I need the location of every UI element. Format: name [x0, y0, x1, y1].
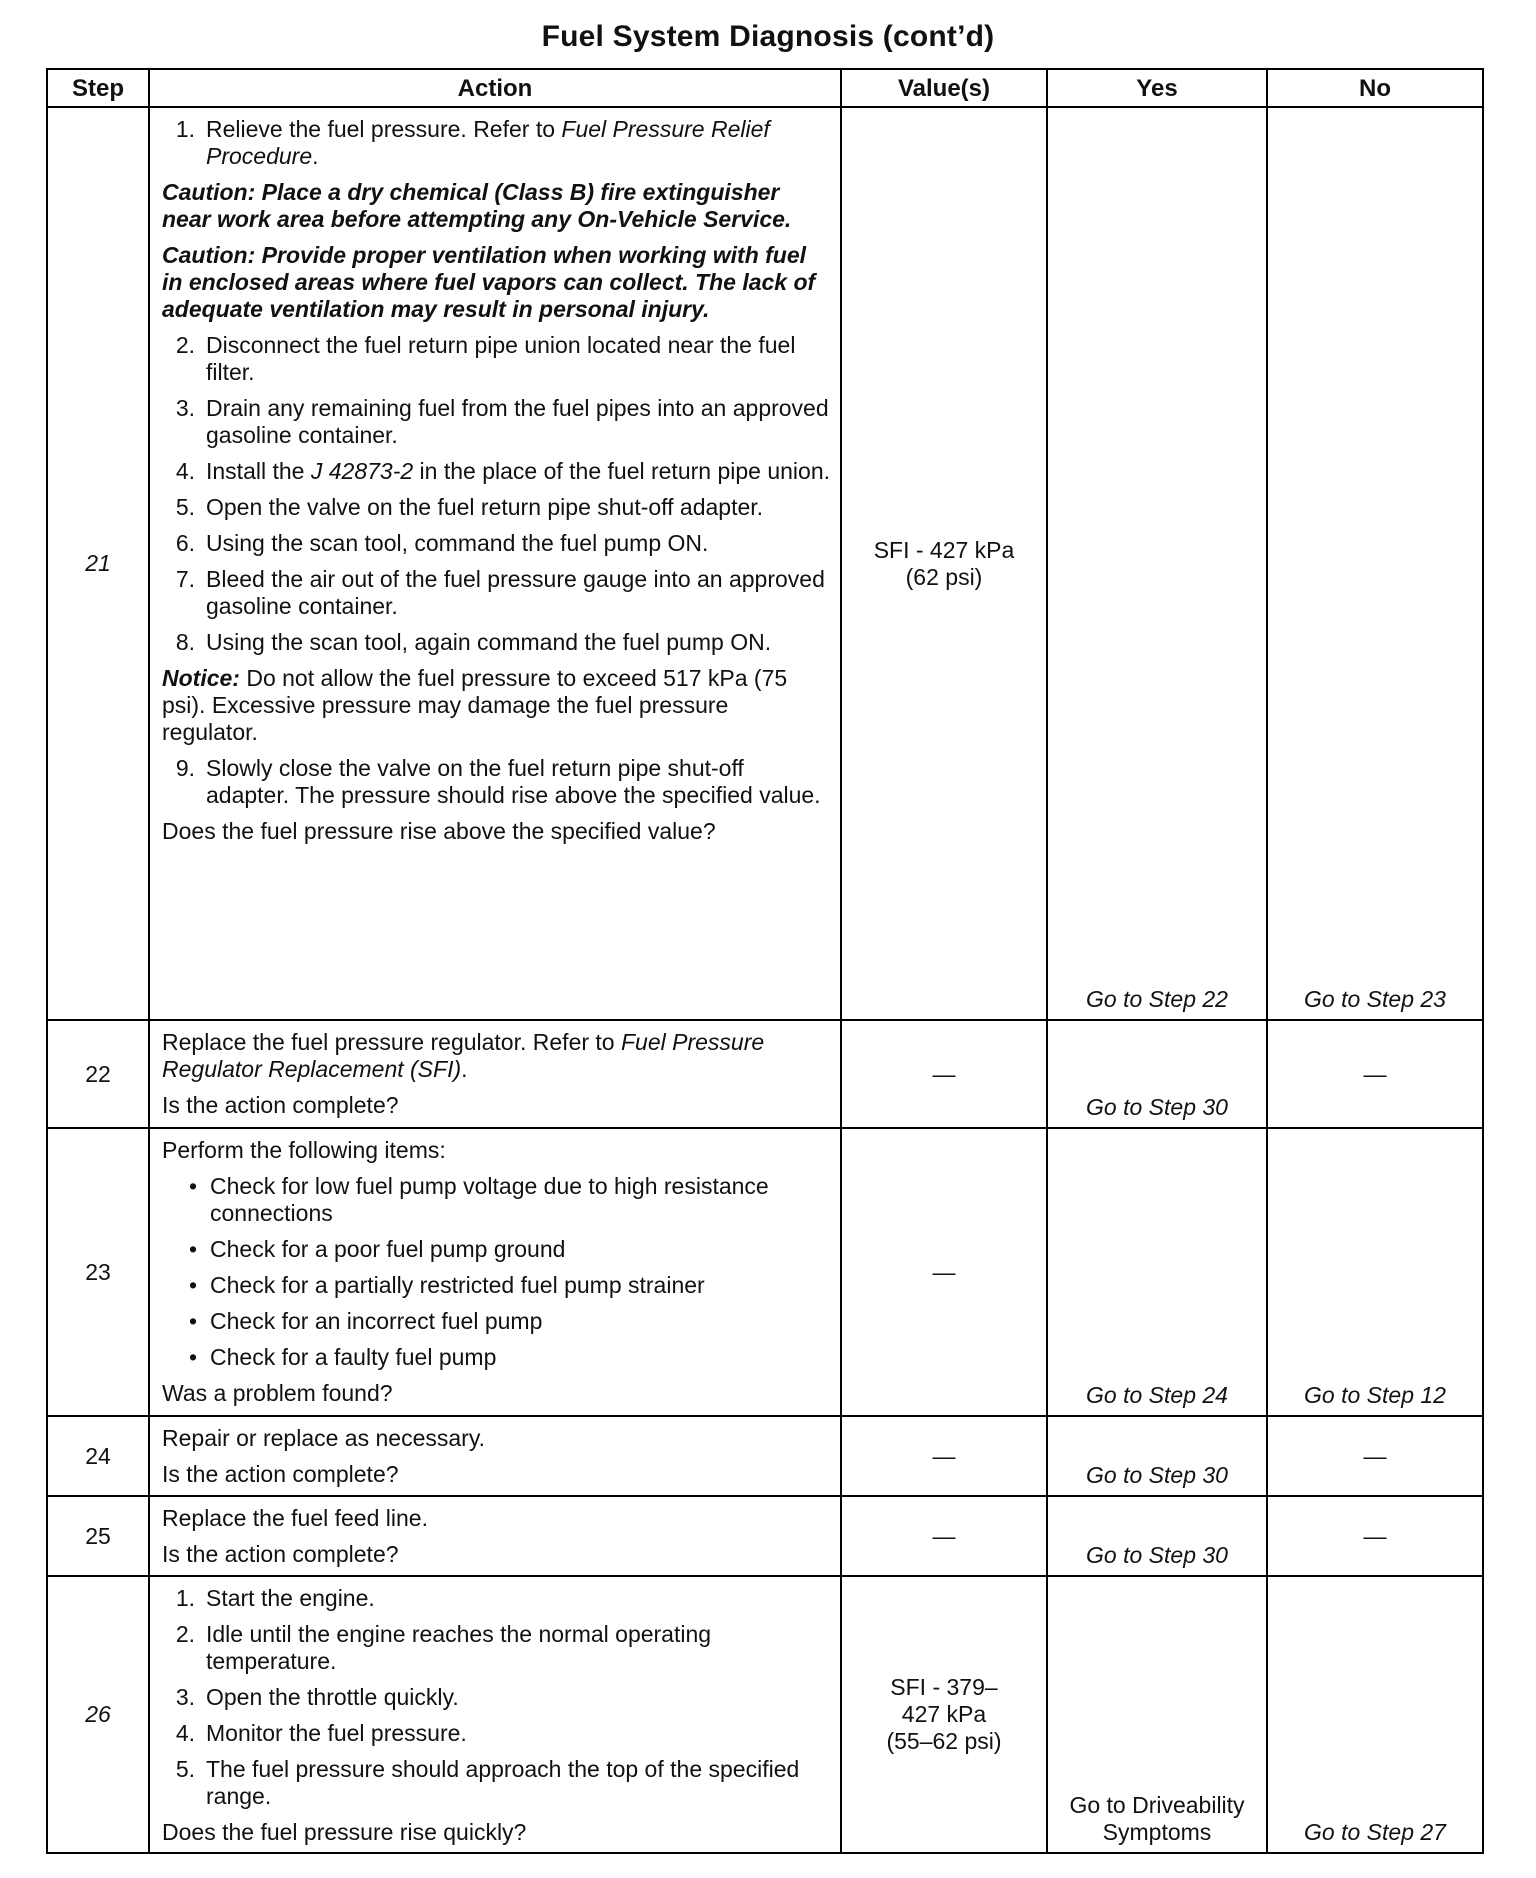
list-item	[162, 1585, 830, 1612]
value-cell	[841, 107, 1047, 1020]
list-item	[162, 1344, 830, 1371]
list-item	[162, 629, 830, 656]
item-number: 1.	[175, 1585, 195, 1611]
action-text: Repair or replace as necessary.	[162, 1425, 485, 1451]
action-cell	[149, 1496, 841, 1576]
caution-text: Caution: Provide proper ventilation when working with fuel in enclosed areas where fuel vapors can collect. The lack of adequate ventilation may result in personal injury.	[162, 242, 816, 322]
value-line: SFI - 427 kPa	[873, 536, 1015, 563]
yes-cell: Go to Step 30	[1047, 1496, 1267, 1576]
yes-cell	[1047, 1576, 1267, 1853]
item-text-end: in the place of the fuel return pipe union.	[413, 458, 830, 484]
list-item	[162, 1272, 830, 1299]
value-cell: —	[841, 1416, 1047, 1496]
item-number: 6.	[175, 530, 195, 556]
yes-cell: Go to Step 30	[1047, 1020, 1267, 1128]
item-number: 7.	[175, 566, 195, 592]
no-cell: —	[1267, 1496, 1483, 1576]
caution-text: Caution: Place a dry chemical (Class B) fire extinguisher near work area before attempting any On-Vehicle Service.	[162, 179, 792, 232]
table-row-step-22	[47, 1020, 1483, 1128]
no-cell: —	[1267, 1020, 1483, 1128]
item-text: Relieve the fuel pressure. Refer to	[206, 116, 562, 142]
action-cell	[149, 107, 841, 1020]
item-text: Slowly close the valve on the fuel return pipe shut-off adapter. The pressure should rise above the specified value.	[206, 755, 821, 808]
item-text: Using the scan tool, command the fuel pump ON.	[206, 530, 709, 556]
question-text: Was a problem found?	[162, 1380, 393, 1406]
item-text: Check for a partially restricted fuel pump strainer	[210, 1272, 705, 1298]
item-number: 8.	[175, 629, 195, 655]
item-text: Start the engine.	[206, 1585, 375, 1611]
question-text: Is the action complete?	[162, 1461, 399, 1487]
header-step: Step	[47, 69, 149, 107]
step-number: 25	[47, 1496, 149, 1576]
question-text: Does the fuel pressure rise quickly?	[162, 1819, 527, 1845]
list-item	[162, 1173, 830, 1227]
item-number: 3.	[175, 1684, 195, 1710]
bullet-icon: •	[188, 1344, 197, 1370]
item-text: Idle until the engine reaches the normal operating temperature.	[206, 1621, 712, 1674]
list-item	[162, 1684, 830, 1711]
item-number: 9.	[175, 755, 195, 781]
item-text: Using the scan tool, again command the fuel pump ON.	[206, 629, 772, 655]
list-item	[162, 755, 830, 809]
item-text: Drain any remaining fuel from the fuel pipes into an approved gasoline container.	[206, 395, 829, 448]
item-text: Install the	[206, 458, 311, 484]
procedure-reference: Fuel Pressure Relief Procedure	[206, 116, 770, 169]
action-cell	[149, 1128, 841, 1416]
list-item	[162, 1720, 830, 1747]
item-text-end: .	[312, 143, 319, 169]
yes-cell: Go to Step 22	[1047, 107, 1267, 1020]
action-text-start: Replace the fuel pressure regulator. Refer to	[162, 1029, 621, 1055]
header-yes: Yes	[1047, 69, 1267, 107]
action-cell	[149, 1576, 841, 1853]
list-item	[162, 116, 830, 170]
bullet-icon: •	[188, 1173, 197, 1199]
step-number: 24	[47, 1416, 149, 1496]
table-row-step-26	[47, 1576, 1483, 1853]
step-number: 23	[47, 1128, 149, 1416]
item-text: Open the throttle quickly.	[206, 1684, 459, 1710]
item-text: Monitor the fuel pressure.	[206, 1720, 467, 1746]
list-item	[162, 332, 830, 386]
header-action: Action	[149, 69, 841, 107]
no-cell: Go to Step 23	[1267, 107, 1483, 1020]
action-cell	[149, 1020, 841, 1128]
step-number: 22	[47, 1020, 149, 1128]
list-item	[162, 1236, 830, 1263]
table-row-step-21	[47, 107, 1483, 1020]
value-line: (62 psi)	[905, 563, 983, 590]
value-cell: —	[841, 1128, 1047, 1416]
tool-reference: J 42873-2	[310, 458, 414, 484]
list-item	[162, 1308, 830, 1335]
value-line: SFI - 379–	[890, 1674, 998, 1700]
list-item	[162, 530, 830, 557]
table-row-step-23	[47, 1128, 1483, 1416]
item-number: 1.	[175, 116, 195, 142]
question-text: Is the action complete?	[162, 1092, 399, 1118]
yes-line: Symptoms	[1102, 1819, 1212, 1845]
item-number: 2.	[175, 1621, 195, 1647]
yes-line: Go to Driveability	[1069, 1792, 1245, 1818]
item-text: The fuel pressure should approach the top of the specified range.	[206, 1756, 800, 1809]
question-text: Does the fuel pressure rise above the specified value?	[162, 818, 716, 844]
item-number: 2.	[175, 332, 195, 358]
page-title: Fuel System Diagnosis (cont’d)	[541, 20, 995, 53]
step-number: 26	[47, 1576, 149, 1853]
item-number: 3.	[175, 395, 195, 421]
list-item	[162, 395, 830, 449]
item-number: 5.	[175, 1756, 195, 1782]
value-cell: —	[841, 1496, 1047, 1576]
bullet-icon: •	[188, 1236, 197, 1262]
action-text: Replace the fuel feed line.	[162, 1505, 428, 1531]
item-text: Check for low fuel pump voltage due to high resistance connections	[210, 1173, 769, 1226]
bullet-icon: •	[188, 1308, 197, 1334]
value-line: (55–62 psi)	[886, 1728, 1002, 1754]
value-cell	[841, 1576, 1047, 1853]
table-header-row	[47, 69, 1483, 107]
procedure-reference: Fuel Pressure Regulator Replacement (SFI)	[162, 1029, 765, 1082]
header-no: No	[1267, 69, 1483, 107]
yes-cell: Go to Step 24	[1047, 1128, 1267, 1416]
notice-text: Do not allow the fuel pressure to exceed 517 kPa (75 psi). Excessive pressure may damage the fuel pressure regulator.	[162, 665, 788, 745]
item-text: Check for an incorrect fuel pump	[210, 1308, 543, 1334]
value-cell: —	[841, 1020, 1047, 1128]
action-cell	[149, 1416, 841, 1496]
table-row-step-24	[47, 1416, 1483, 1496]
notice	[162, 665, 830, 746]
table-row-step-25	[47, 1496, 1483, 1576]
action-text-end: .	[461, 1056, 468, 1082]
item-text: Check for a faulty fuel pump	[210, 1344, 497, 1370]
diagnosis-table	[46, 68, 1484, 1854]
bullet-icon: •	[188, 1272, 197, 1298]
item-number: 4.	[175, 458, 195, 484]
action-intro: Perform the following items:	[162, 1137, 446, 1163]
list-item	[162, 566, 830, 620]
no-cell: Go to Step 27	[1267, 1576, 1483, 1853]
list-item	[162, 1756, 830, 1810]
list-item	[162, 458, 830, 485]
no-cell: Go to Step 12	[1267, 1128, 1483, 1416]
item-text: Disconnect the fuel return pipe union located near the fuel filter.	[206, 332, 796, 385]
action-text	[162, 1029, 830, 1083]
yes-cell: Go to Step 30	[1047, 1416, 1267, 1496]
question-text: Is the action complete?	[162, 1541, 399, 1567]
item-text: Open the valve on the fuel return pipe shut-off adapter.	[206, 494, 764, 520]
no-cell: —	[1267, 1416, 1483, 1496]
list-item	[162, 1621, 830, 1675]
item-text: Bleed the air out of the fuel pressure gauge into an approved gasoline container.	[206, 566, 825, 619]
item-number: 5.	[175, 494, 195, 520]
item-text: Check for a poor fuel pump ground	[210, 1236, 566, 1262]
item-number: 4.	[175, 1720, 195, 1746]
header-values: Value(s)	[841, 69, 1047, 107]
list-item	[162, 494, 830, 521]
step-number: 21	[47, 107, 149, 1020]
value-line: 427 kPa	[901, 1701, 987, 1727]
notice-label: Notice:	[162, 665, 240, 691]
